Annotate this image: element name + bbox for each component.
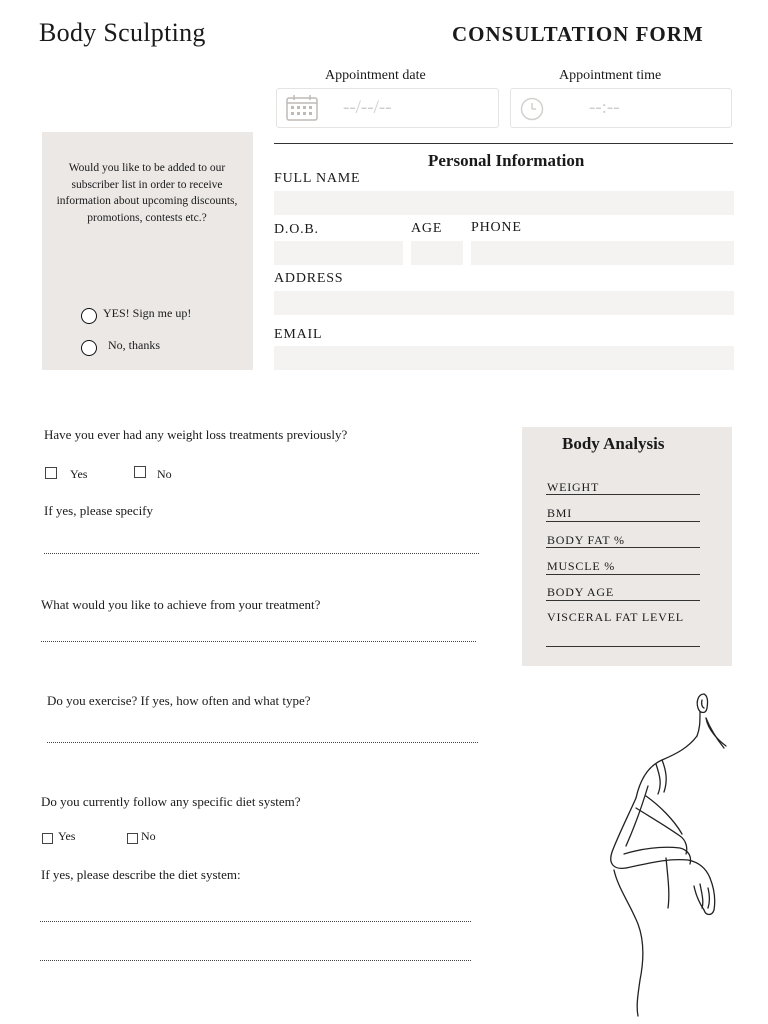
phone-input[interactable] — [471, 241, 734, 265]
weight-line[interactable] — [546, 494, 700, 495]
body-analysis-heading: Body Analysis — [562, 434, 665, 453]
full-name-input[interactable] — [274, 191, 734, 215]
body-line-art — [596, 688, 736, 1018]
appointment-time-placeholder: --:-- — [589, 97, 620, 118]
appointment-time-label: Appointment time — [559, 68, 662, 83]
weight-loss-specify-line[interactable] — [44, 553, 479, 554]
weight-loss-no-checkbox[interactable] — [134, 466, 146, 478]
address-input[interactable] — [274, 291, 734, 315]
muscle-label: MUSCLE % — [547, 559, 616, 573]
question-treatment-goal: What would you like to achieve from your treatment? — [41, 597, 321, 612]
weight-loss-yes-checkbox[interactable] — [45, 467, 57, 479]
question-diet: Do you currently follow any specific diet system? — [41, 794, 301, 809]
clock-icon — [520, 97, 544, 125]
weight-loss-yes-label: Yes — [70, 467, 88, 481]
subscribe-no-radio[interactable] — [81, 340, 97, 356]
weight-label: WEIGHT — [547, 480, 600, 494]
subscribe-no-label: No, thanks — [108, 338, 160, 352]
dob-label: D.O.B. — [274, 222, 319, 237]
diet-describe-line-2[interactable] — [40, 960, 471, 961]
appointment-date-label: Appointment date — [325, 68, 426, 83]
weight-loss-specify-label: If yes, please specify — [44, 503, 154, 518]
brand-title: Body Sculpting — [39, 18, 206, 47]
diet-describe-label: If yes, please describe the diet system: — [41, 867, 241, 882]
subscribe-yes-label: YES! Sign me up! — [103, 306, 192, 320]
form-title: CONSULTATION FORM — [452, 22, 704, 46]
diet-no-checkbox[interactable] — [127, 833, 138, 844]
appointment-time-field[interactable] — [510, 88, 732, 128]
phone-label: PHONE — [471, 220, 522, 235]
weight-loss-no-label: No — [157, 467, 172, 481]
dob-input[interactable] — [274, 241, 403, 265]
email-label: EMAIL — [274, 327, 323, 342]
address-label: ADDRESS — [274, 271, 344, 286]
body-fat-label: BODY FAT % — [547, 533, 625, 547]
bmi-line[interactable] — [546, 521, 700, 522]
email-input[interactable] — [274, 346, 734, 370]
visceral-fat-line[interactable] — [546, 646, 700, 647]
diet-yes-checkbox[interactable] — [42, 833, 53, 844]
exercise-line[interactable] — [47, 742, 478, 743]
body-age-label: BODY AGE — [547, 585, 614, 599]
subscribe-yes-radio[interactable] — [81, 308, 97, 324]
appointment-date-field[interactable] — [276, 88, 499, 128]
body-age-line[interactable] — [546, 600, 700, 601]
visceral-fat-label: VISCERAL FAT LEVEL — [547, 610, 684, 624]
body-analysis-panel — [522, 427, 732, 666]
subscriber-panel — [42, 132, 253, 370]
question-weight-loss: Have you ever had any weight loss treatments previously? — [44, 427, 348, 442]
calendar-icon — [286, 95, 318, 125]
diet-describe-line-1[interactable] — [40, 921, 471, 922]
treatment-goal-line[interactable] — [41, 641, 476, 642]
personal-info-heading: Personal Information — [428, 151, 585, 170]
body-fat-line[interactable] — [546, 547, 700, 548]
age-input[interactable] — [411, 241, 463, 265]
diet-no-label: No — [141, 829, 156, 843]
question-exercise: Do you exercise? If yes, how often and what type? — [47, 693, 311, 708]
full-name-label: FULL NAME — [274, 171, 361, 186]
bmi-label: BMI — [547, 506, 573, 520]
appointment-date-placeholder: --/--/-- — [343, 97, 392, 118]
age-label: AGE — [411, 221, 443, 236]
personal-info-divider — [274, 143, 733, 144]
diet-yes-label: Yes — [58, 829, 76, 843]
muscle-line[interactable] — [546, 574, 700, 575]
subscriber-question: Would you like to be added to our subscriber list in order to receive information about upcoming discounts, promotions, contests etc.? — [56, 162, 238, 224]
